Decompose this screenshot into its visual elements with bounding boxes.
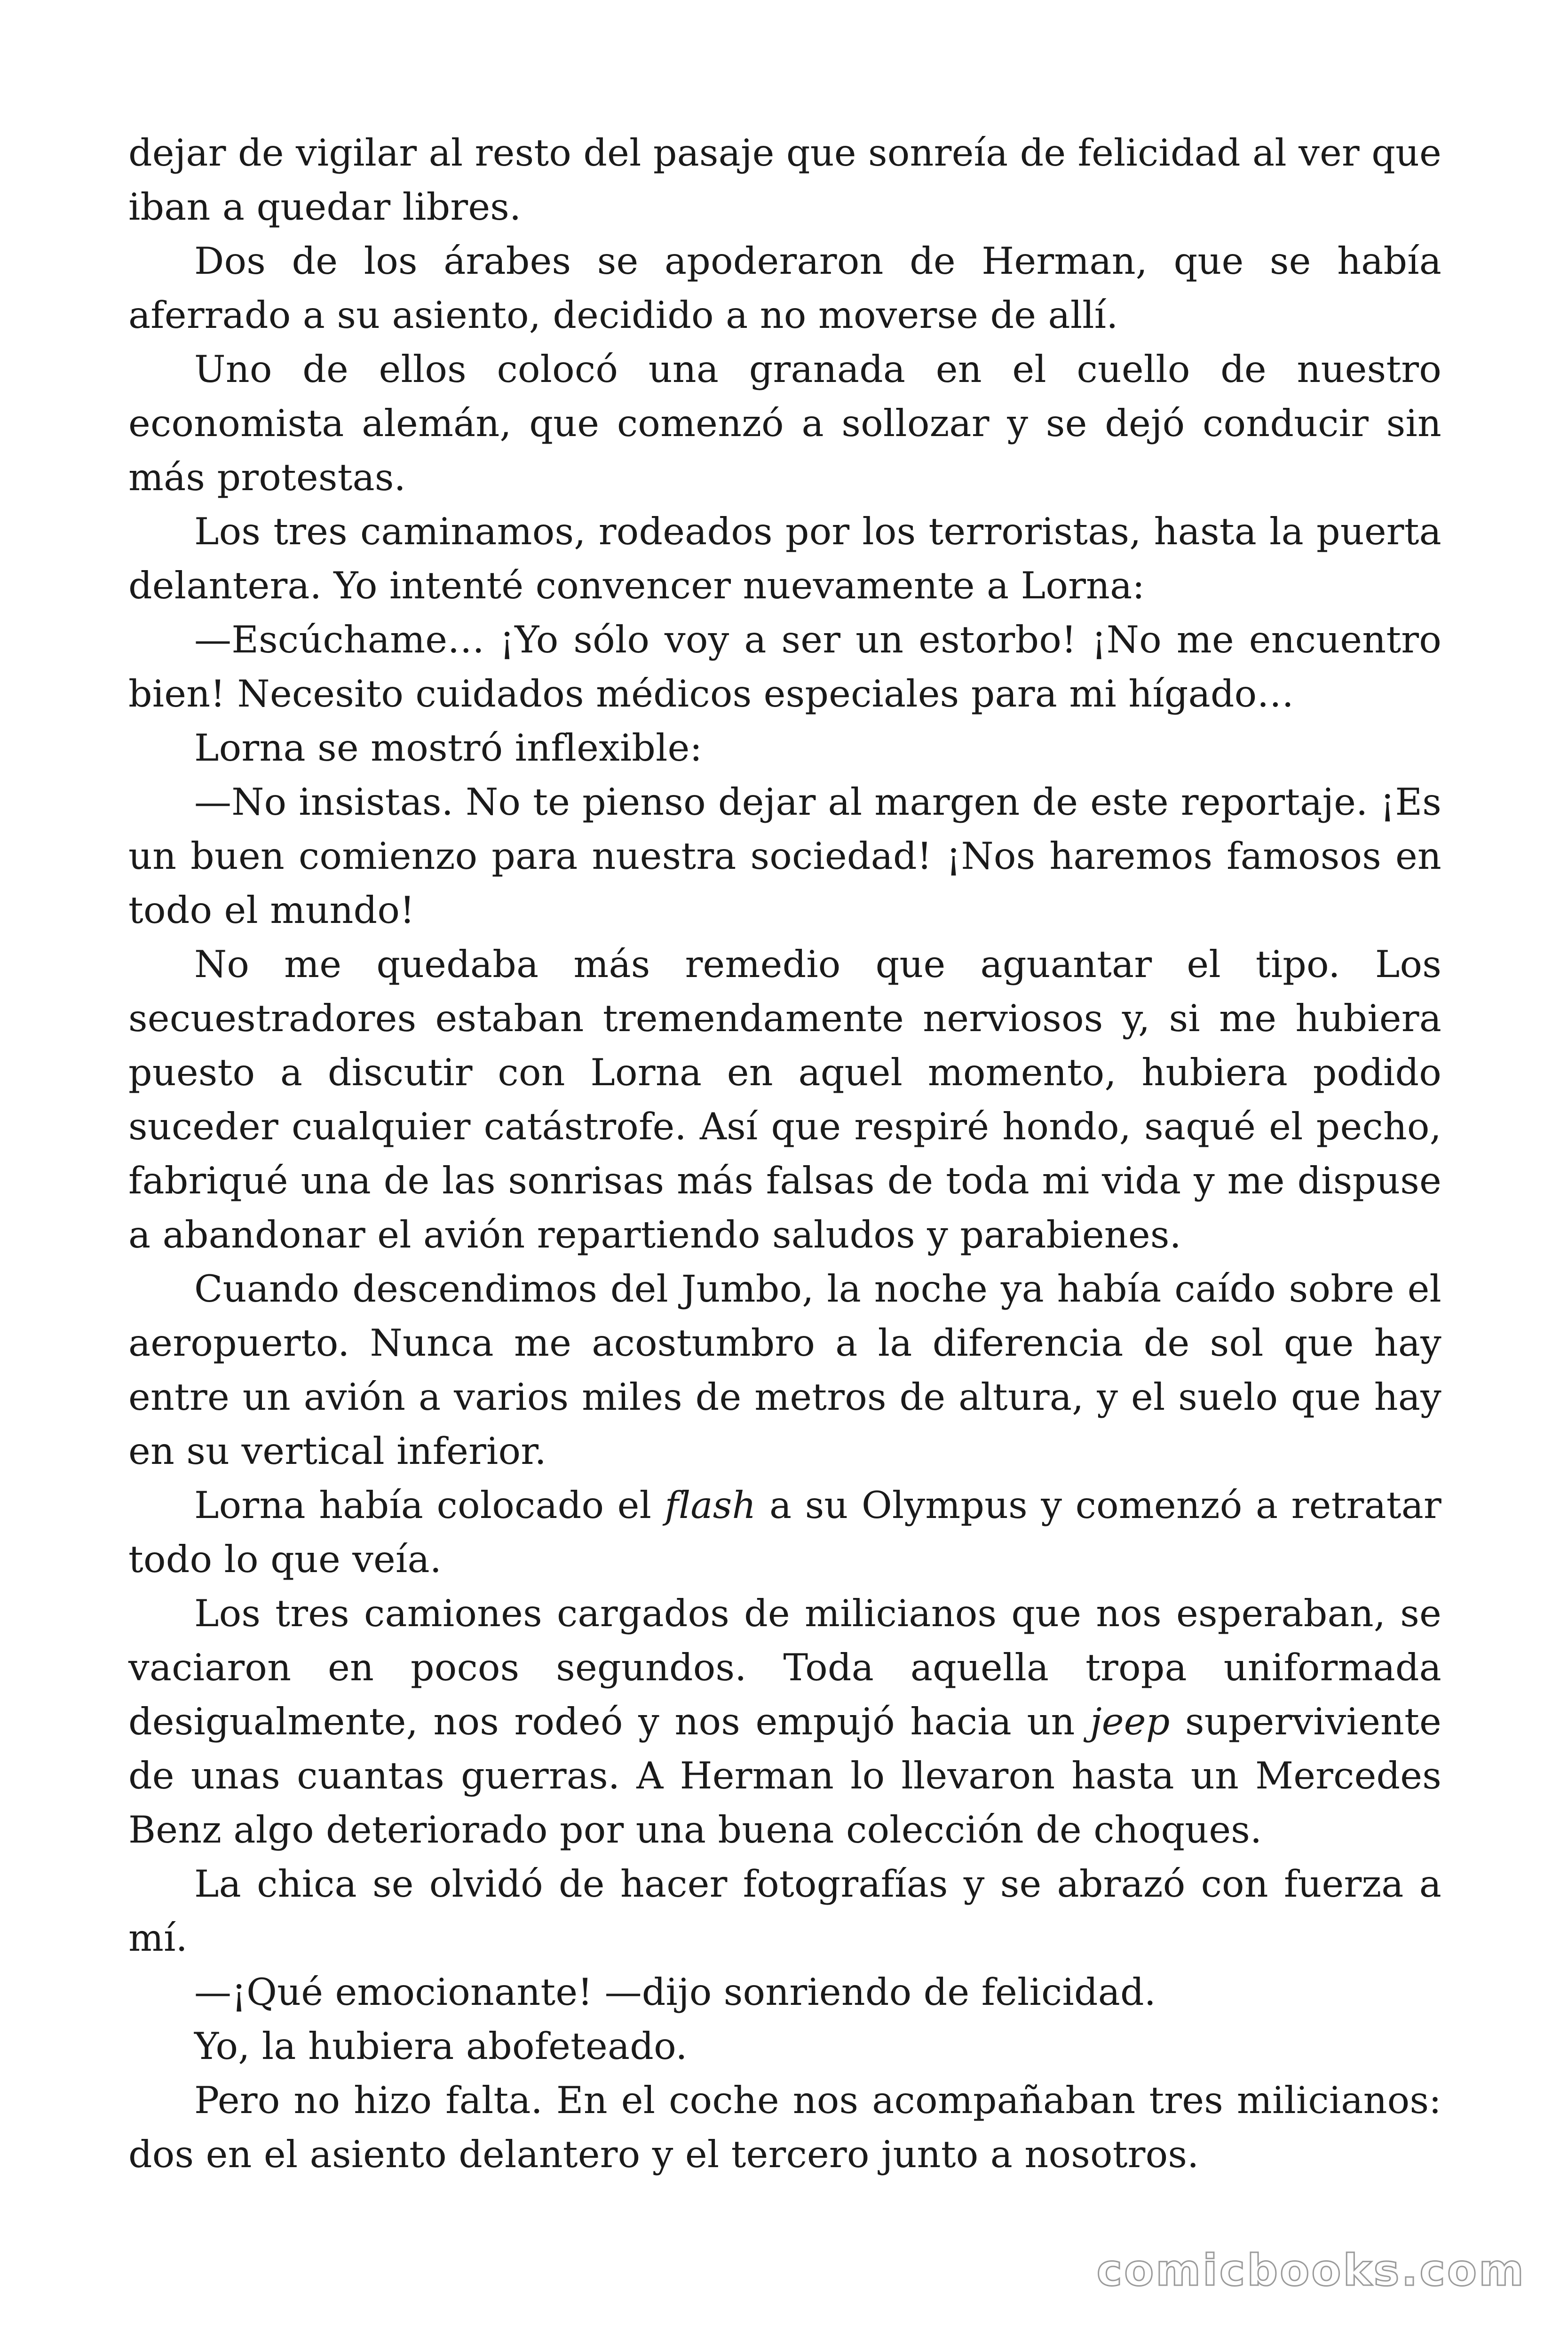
paragraph-text: Los tres camiones cargados de milicianos que nos esperaban, se vaciaron en pocos segundos. Toda aquella tropa uniformada desigualmente, nos rodeó y nos empujó hacia un — [128, 1592, 1441, 1743]
paragraph — [128, 1857, 1441, 1965]
paragraph-text: Uno de ellos colocó una granada en el cuello de nuestro economista alemán, que comenzó a sollozar y se dejó conducir sin más protestas. — [128, 348, 1441, 499]
paragraph — [128, 721, 1441, 775]
italic-text: jeep — [1090, 1700, 1170, 1743]
paragraph-text: No me quedaba más remedio que aguantar el tipo. Los secuestradores estaban tremendamente nerviosos y, si me hubiera puesto a discutir con Lorna en aquel momento, hubiera podido suceder cualquier catástrofe. Así que respiré hondo, saqué el pecho, fabriqué una de las sonrisas más falsas de toda mi vida y me dispuse a abandonar el avión repartiendo saludos y parabienes. — [128, 943, 1441, 1256]
paragraph-text: Yo, la hubiera abofeteado. — [194, 2025, 688, 2068]
book-page-text — [128, 126, 1441, 2182]
paragraph-text: —¡Qué emocionante! —dijo sonriendo de felicidad. — [194, 1971, 1156, 2014]
paragraph — [128, 342, 1441, 505]
paragraph — [128, 938, 1441, 1262]
paragraph — [128, 1262, 1441, 1478]
paragraph — [128, 2074, 1441, 2182]
paragraph-text: Lorna se mostró inflexible: — [194, 726, 703, 770]
paragraph — [128, 505, 1441, 613]
paragraph — [128, 2019, 1441, 2074]
italic-text: flash — [665, 1484, 756, 1527]
paragraph-text: Dos de los árabes se apoderaron de Herman, que se había aferrado a su asiento, decidido a no moverse de allí. — [128, 239, 1441, 337]
paragraph-text: Lorna había colocado el — [194, 1484, 665, 1527]
paragraph-text: —Escúchame… ¡Yo sólo voy a ser un estorbo! ¡No me encuentro bien! Necesito cuidados médicos especiales para mi hígado… — [128, 618, 1441, 715]
paragraph — [128, 1965, 1441, 2019]
paragraph — [128, 1478, 1441, 1587]
paragraph — [128, 613, 1441, 721]
paragraph-text: —No insistas. No te pienso dejar al margen de este reportaje. ¡Es un buen comienzo para nuestra sociedad! ¡Nos haremos famosos en todo el mundo! — [128, 780, 1441, 932]
paragraph — [128, 1587, 1441, 1857]
paragraph-text: Cuando descendimos del Jumbo, la noche ya había caído sobre el aeropuerto. Nunca me acostumbro a la diferencia de sol que hay entre un avión a varios miles de metros de altura, y el suelo que hay en su vertical inferior. — [128, 1267, 1441, 1473]
paragraph-text: Los tres caminamos, rodeados por los terroristas, hasta la puerta delantera. Yo intenté convencer nuevamente a Lorna: — [128, 510, 1441, 607]
watermark-logo: comicbooks.com — [1096, 2245, 1526, 2296]
paragraph — [128, 126, 1441, 234]
paragraph-text: dejar de vigilar al resto del pasaje que sonreía de felicidad al ver que iban a quedar libres. — [128, 131, 1441, 229]
paragraph-text: Pero no hizo falta. En el coche nos acompañaban tres milicianos: dos en el asiento delantero y el tercero junto a nosotros. — [128, 2079, 1441, 2176]
paragraph-text: superviviente de unas cuantas guerras. A Herman lo llevaron hasta un Mercedes Benz algo deteriorado por una buena colección de choques. — [128, 1700, 1442, 1851]
paragraph — [128, 775, 1441, 938]
paragraph — [128, 234, 1441, 342]
paragraph-text: a su Olympus y comenzó a retratar todo lo que veía. — [128, 1484, 1441, 1581]
paragraph-text: La chica se olvidó de hacer fotografías y se abrazó con fuerza a mí. — [128, 1862, 1441, 1960]
